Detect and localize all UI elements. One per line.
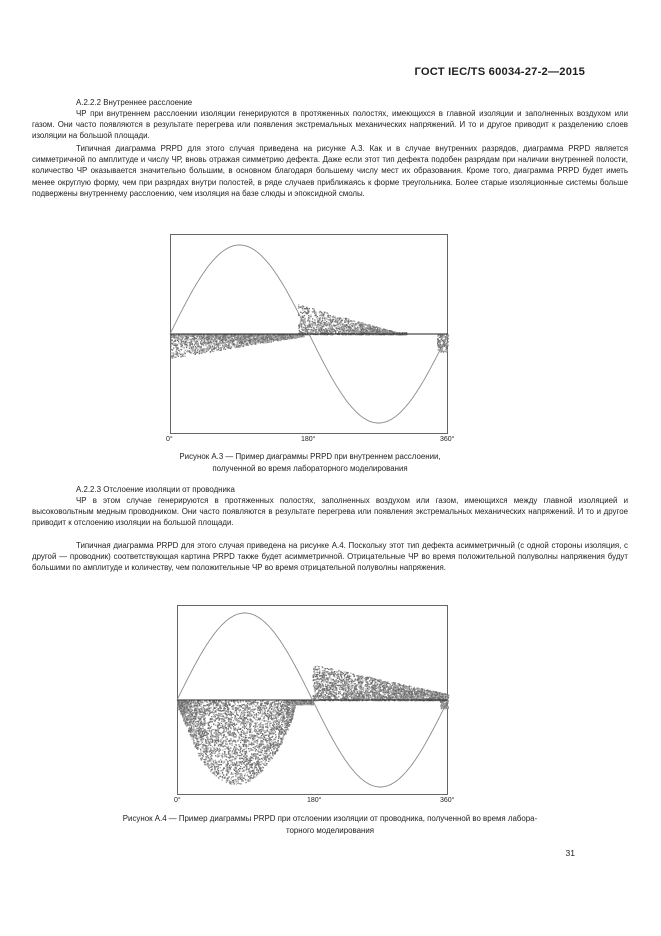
axis-tick-360: 360° [440, 436, 455, 443]
caption-line: Рисунок А.4 — Пример диаграммы PRPD при отслоении изоляции от проводника, полученной во время лабора- [122, 814, 538, 823]
axis-tick-180: 180° [307, 797, 322, 804]
caption-line: торного моделирования [285, 826, 375, 835]
figure-a4-prpd-chart [177, 605, 448, 795]
section-heading-internal-delamination: А.2.2.2 Внутреннее расслоение [76, 98, 193, 107]
axis-tick-180: 180° [301, 436, 316, 443]
document-header: ГОСТ IEC/TS 60034-27-2—2015 [414, 66, 585, 78]
caption-line: полученной во время лабораторного моделирования [212, 464, 408, 473]
paragraph: ЧР при внутреннем расслоении изоляции генерируются в протяженных полостях, имеющихся в главной изоляции и заполненных воздухом или газом. Они часто появляются в результате перегрева или появления экстремальных механических напряжений. И то и другое приводит к разделению слоев изоляции на большой площади. [32, 109, 628, 141]
paragraph: Типичная диаграмма PRPD для этого случая приведена на рисунке А.4. Поскольку этот тип дефекта асимметричный (с одной стороны изоляция, с другой — проводник) соответствующая картина PRPD также будет асимметричной. Отрицательные ЧР во время положительной полуволны напряжения будут большими по амплитуде и количеству, чем положительные ЧР во время отрицательной полуволны напряжения. [32, 541, 628, 573]
figure-a4-caption [40, 813, 620, 837]
paragraph: ЧР в этом случае генерируются в протяженных полостях, заполненных воздухом или газом, имеющихся между главной изоляцией и высоковольтным медным проводником. Они часто появляются в результате перегрева или появления экстремальных механических напряжений. И то и другое приводит к отслоению изоляции на большой площади. [32, 496, 628, 528]
paragraph: Типичная диаграмма PRPD для этого случая приведена на рисунке А.3. Как и в случае внутренних разрядов, диаграмма PRPD является симметричной по амплитуде и числу ЧР, вновь отражая симметрию дефекта. Даже если этот тип дефекта подобен разрядам при наличии внутренней полости, количество ЧР оказывается значительно большим, в основном благодаря большему числу мест их образования. Кроме того, диаграмма PRPD будет иметь менее округлую форму, чем при разрядах внутри полостей, в ряде случаев приближаясь к форме треугольника. Более старые изоляционные системы больше подвержены внутреннему расслоению, чем изоляция на базе слюды и эпоксидной смолы. [32, 144, 628, 198]
axis-tick-0: 0° [166, 436, 173, 443]
pd-cloud-group [170, 304, 449, 359]
axis-tick-360: 360° [440, 797, 455, 804]
axis-tick-0: 0° [174, 797, 181, 804]
pd-cloud-group [177, 665, 449, 784]
caption-line: Рисунок А.3 — Пример диаграммы PRPD при внутреннем расслоении, [179, 452, 441, 461]
figure-a3-prpd-chart [170, 234, 448, 434]
figure-a3-caption [130, 451, 490, 475]
section-heading-conductor-delamination: А.2.2.3 Отслоение изоляции от проводника [76, 485, 235, 494]
page-number: 31 [565, 848, 575, 858]
